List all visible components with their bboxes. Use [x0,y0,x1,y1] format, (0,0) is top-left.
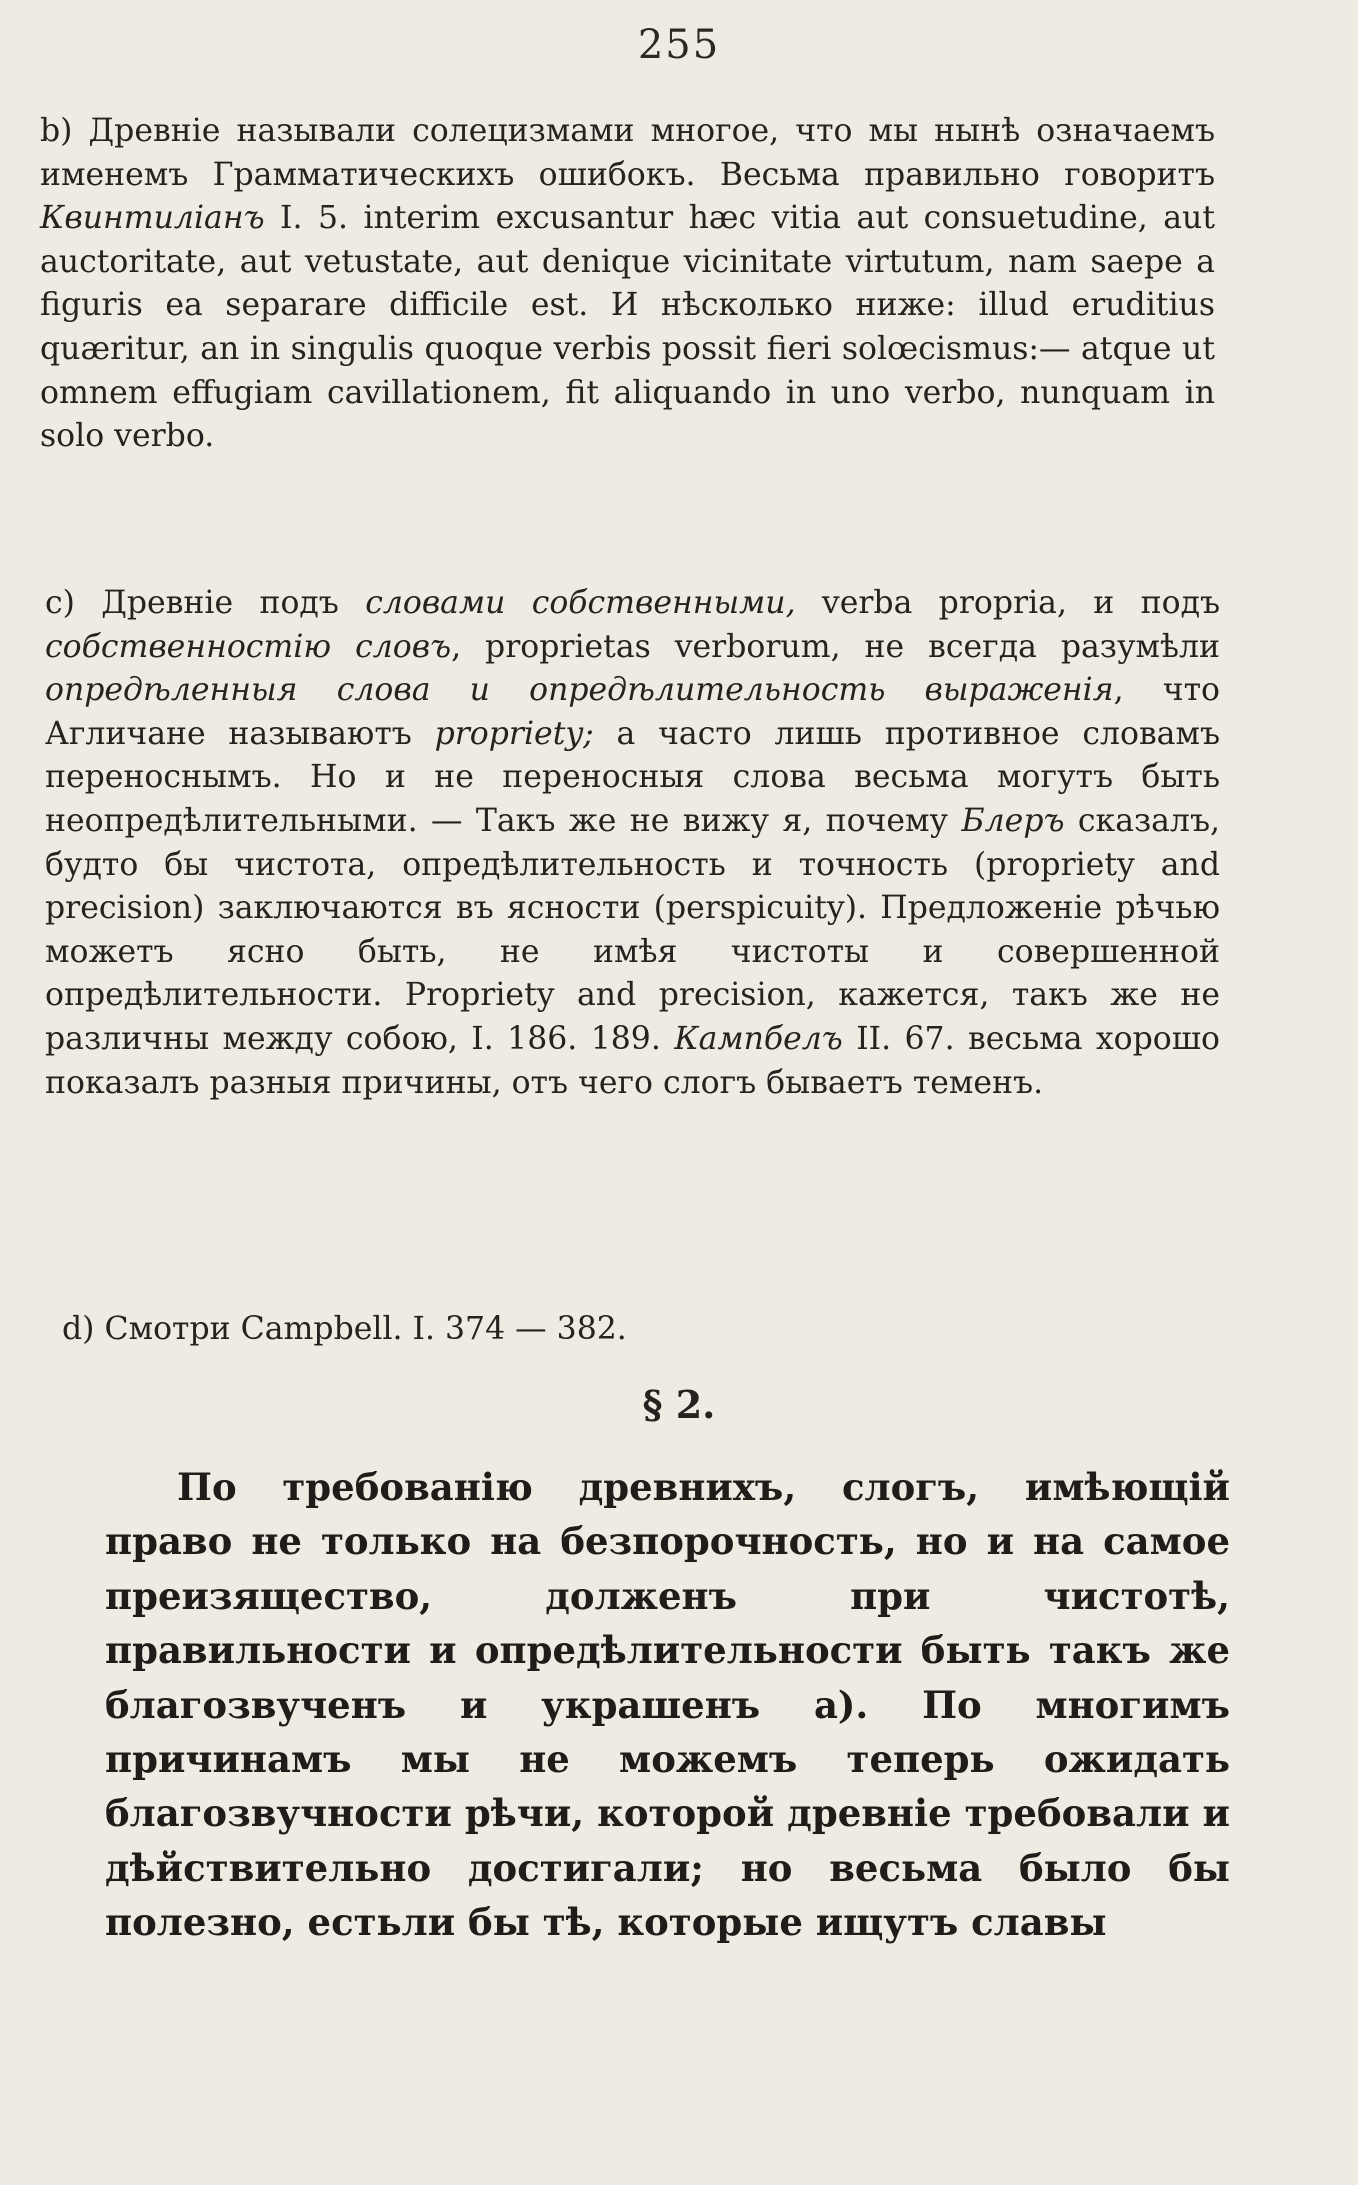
footnote-text: Смотри Campbell. I. 374 — 382. [104,1311,627,1347]
footnote-text: II. 67. весьма хорошо показалъ разныя причины, отъ чего слогъ бываетъ теменъ. [45,1020,1221,1101]
section-heading: § 2. [642,1382,716,1427]
footnote-text: а часто лишь противное словамъ переноснымъ. Но и не переносныя слова весьма могутъ быть неопредѣлительными. — Такъ же не вижу я, почему [45,715,1221,839]
footnote-text: , proprietas verborum, не всегда разумѣли [451,628,1220,665]
footnote-c [45,582,1220,1105]
italic-phrase: опредѣленныя слова и опредѣлительность выраженія [45,672,1114,709]
author-name: Кампбелъ [674,1020,843,1057]
footnote-text: Древніе называли солецизмами многое, что мы нынѣ означаемъ именемъ Грамматическихъ ошибокъ. Весьма правильно говоритъ [40,113,1216,193]
footnote-d [62,1308,1212,1352]
footnote-text: , что Агличане называютъ [45,672,1220,752]
footnote-text: сказалъ, будто бы чистота, опредѣлительность и точность (propriety and precision) заключаются въ ясности (perspicuity). Предложеніе рѣчью можетъ ясно быть, не имѣя чистоты и совершенной опредѣлительности. Propriety and precision, кажется, такъ же не различны между собою, I. 186. 189. [45,802,1220,1057]
italic-phrase: propriety; [434,715,594,752]
footnote-marker: b) [40,113,73,149]
footnote-marker: c) [45,585,75,621]
body-paragraph: По требованію древнихъ, слогъ, имѣющій право не только на безпорочность, но и на самое преизящество, долженъ при чистотѣ, правильности и опредѣлительности быть такъ же благозвученъ и украшенъ а). По многимъ причинамъ мы не можемъ теперь ожидать благозвучности рѣчи, которой древніе требовали и дѣйствительно достигали; но весьма было бы полезно, естьли бы тѣ, которые ищутъ славы [105,1465,1230,1945]
footnote-text: verba propria, и подъ [821,585,1220,621]
author-name: Квинтиліанъ [40,200,265,237]
author-name: Блеръ [961,802,1065,839]
footnote-marker: d) [62,1311,95,1347]
footnote-text: I. 5. interim excusantur hæc vitia aut consuetudine, aut auctoritate, aut vetustate, aut denique vicinitate virtutum, nam saepe a figuris ea separare difficile est. И нѣсколько ниже: illud eruditius quæritur, an in singulis quoque verbis possit fieri solœcismus:— atque ut omnem effugiam cavillationem, fit aliquando in uno verbo, nunquam in solo verbo. [40,200,1215,455]
page-number: 255 [637,22,721,68]
italic-phrase: собственностію словъ [45,628,452,665]
footnote-text: Древніе подъ [101,585,339,621]
italic-phrase: словами собственными, [365,585,796,621]
footnote-b [40,110,1215,459]
